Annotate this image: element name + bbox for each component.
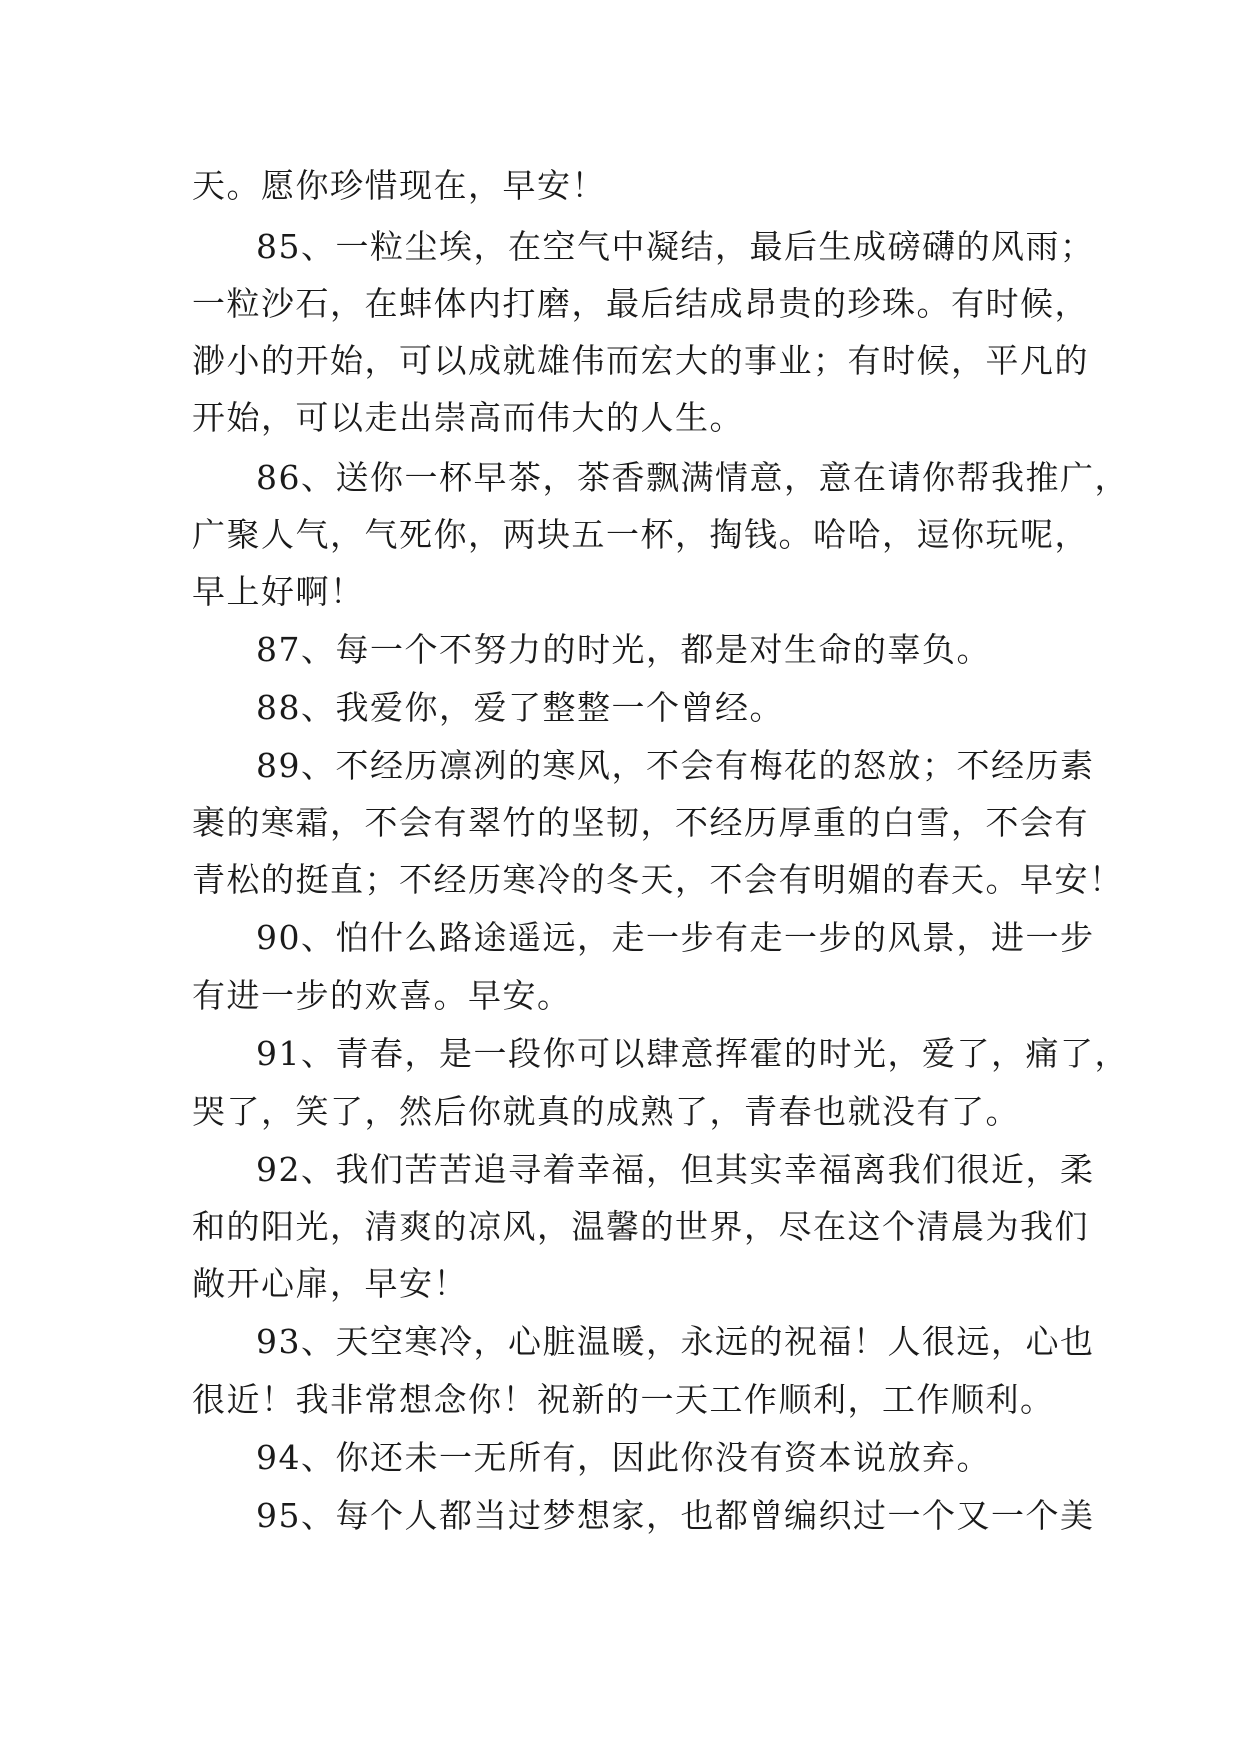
text-line: 95、每个人都当过梦想家，也都曾编织过一个又一个美 xyxy=(256,1496,1095,1535)
text-line: 87、每一个不努力的时光，都是对生命的辜负。 xyxy=(256,630,991,669)
text-line: 青松的挺直；不经历寒冷的冬天，不会有明媚的春天。早安！ xyxy=(192,860,1124,899)
text-line: 89、不经历凛冽的寒风，不会有梅花的怒放；不经历素 xyxy=(256,746,1095,785)
text-line: 有进一步的欢喜。早安。 xyxy=(192,976,572,1015)
text-line: 92、我们苦苦追寻着幸福，但其实幸福离我们很近，柔 xyxy=(256,1150,1095,1189)
text-line: 91、青春，是一段你可以肆意挥霍的时光，爱了，痛了， xyxy=(256,1034,1129,1073)
text-line: 86、送你一杯早茶，茶香飘满情意，意在请你帮我推广， xyxy=(256,458,1129,497)
text-line: 天。愿你珍惜现在，早安！ xyxy=(192,166,606,205)
text-line: 85、一粒尘埃，在空气中凝结，最后生成磅礴的风雨； xyxy=(256,227,1095,266)
text-line: 裹的寒霜，不会有翠竹的坚韧，不经历厚重的白雪，不会有 xyxy=(192,803,1089,842)
text-line: 和的阳光，清爽的凉风，温馨的世界，尽在这个清晨为我们 xyxy=(192,1207,1089,1246)
text-line: 一粒沙石，在蚌体内打磨，最后结成昂贵的珍珠。有时候， xyxy=(192,284,1089,323)
text-line: 敞开心扉，早安！ xyxy=(192,1264,468,1303)
text-line: 93、天空寒冷，心脏温暖，永远的祝福！人很远，心也 xyxy=(256,1322,1095,1361)
text-line: 很近！我非常想念你！祝新的一天工作顺利，工作顺利。 xyxy=(192,1380,1055,1419)
text-line: 开始，可以走出崇高而伟大的人生。 xyxy=(192,398,744,437)
text-line: 88、我爱你，爱了整整一个曾经。 xyxy=(256,688,784,727)
text-line: 广聚人气，气死你，两块五一杯，掏钱。哈哈，逗你玩呢， xyxy=(192,515,1089,554)
text-line: 早上好啊！ xyxy=(192,572,365,611)
text-line: 哭了，笑了，然后你就真的成熟了，青春也就没有了。 xyxy=(192,1092,1020,1131)
text-line: 94、你还未一无所有，因此你没有资本说放弃。 xyxy=(256,1438,991,1477)
text-line: 90、怕什么路途遥远，走一步有走一步的风景，进一步 xyxy=(256,918,1095,957)
text-line: 渺小的开始，可以成就雄伟而宏大的事业；有时候，平凡的 xyxy=(192,341,1089,380)
